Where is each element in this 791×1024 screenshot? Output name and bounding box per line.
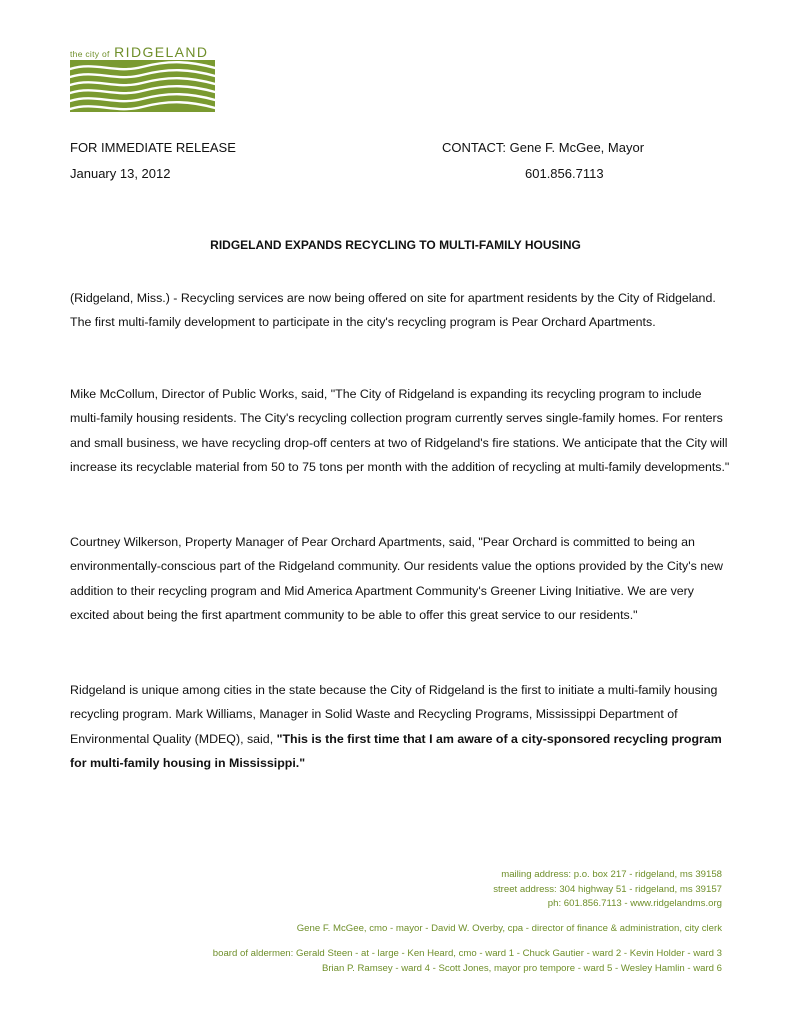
contact-phone: 601.856.7113	[525, 166, 604, 181]
footer-street-address: street address: 304 highway 51 - ridgeland, ms 39157	[493, 883, 722, 895]
paragraph-williams-quote	[70, 678, 730, 775]
release-date: January 13, 2012	[70, 166, 171, 181]
footer-board-line-2: Brian P. Ramsey - ward 4 - Scott Jones, mayor pro tempore - ward 5 - Wesley Hamlin - ward 6	[321, 962, 722, 974]
logo-small-text: the city of	[70, 49, 110, 59]
paragraph-wilkerson-quote: Courtney Wilkerson, Property Manager of Pear Orchard Apartments, said, "Pear Orchard is committed to being an environmentally-conscious part of the Ridgeland community. Our residents value the options provided by the City's new addition to their recycling program and Mid America Apartment Community's Greener Living Initiative. We are very excited about being the first apartment community to be able to offer this great service to our residents."	[70, 535, 723, 622]
paragraph-williams-text: Ridgeland is unique among cities in the state because the City of Ridgeland is the first to initiate a multi-family housing recycling program. Mark Williams, Manager in Solid Waste and Recycling Programs, Mississippi Department of Environmental Quality (MDEQ), said,	[70, 683, 718, 746]
footer-phone-website: ph: 601.856.7113 - www.ridgelandms.org	[547, 898, 722, 909]
release-label: FOR IMMEDIATE RELEASE	[70, 140, 236, 155]
logo-big-text: RIDGELAND	[114, 44, 209, 60]
paragraph-intro: (Ridgeland, Miss.) - Recycling services are now being offered on site for apartment residents by the City of Ridgeland. The first multi-family development to participate in the city's recycling program is Pear Orchard Apartments.	[70, 291, 716, 330]
city-logo	[70, 44, 215, 112]
press-release-title: RIDGELAND EXPANDS RECYCLING TO MULTI-FAMILY HOUSING	[210, 238, 581, 252]
footer-mailing-address: mailing address: p.o. box 217 - ridgeland, ms 39158	[501, 869, 722, 880]
footer-officers: Gene F. McGee, cmo - mayor - David W. Overby, cpa - director of finance & administration, city clerk	[296, 923, 722, 934]
williams-bold-quote: "This is the first time that I am aware of a city-sponsored recycling program for multi-family housing in Mississippi."	[70, 731, 722, 770]
contact-label: CONTACT: Gene F. McGee, Mayor	[442, 140, 645, 155]
paragraph-mccollum-quote: Mike McCollum, Director of Public Works, said, "The City of Ridgeland is expanding its recycling program to include multi-family housing residents. The City's recycling collection program currently serves single-family homes. For renters and small business, we have recycling drop-off centers at two of Ridgeland's fire stations. We anticipate that the City will increase its recyclable material from 50 to 75 tons per month with the addition of recycling at multi-family developments."	[70, 387, 730, 474]
logo-waves-icon	[70, 60, 215, 112]
footer-board-line-1: board of aldermen: Gerald Steen - at - large - Ken Heard, cmo - ward 1 - Chuck Gautier - ward 2 - Kevin Holder - ward 3	[212, 948, 722, 959]
